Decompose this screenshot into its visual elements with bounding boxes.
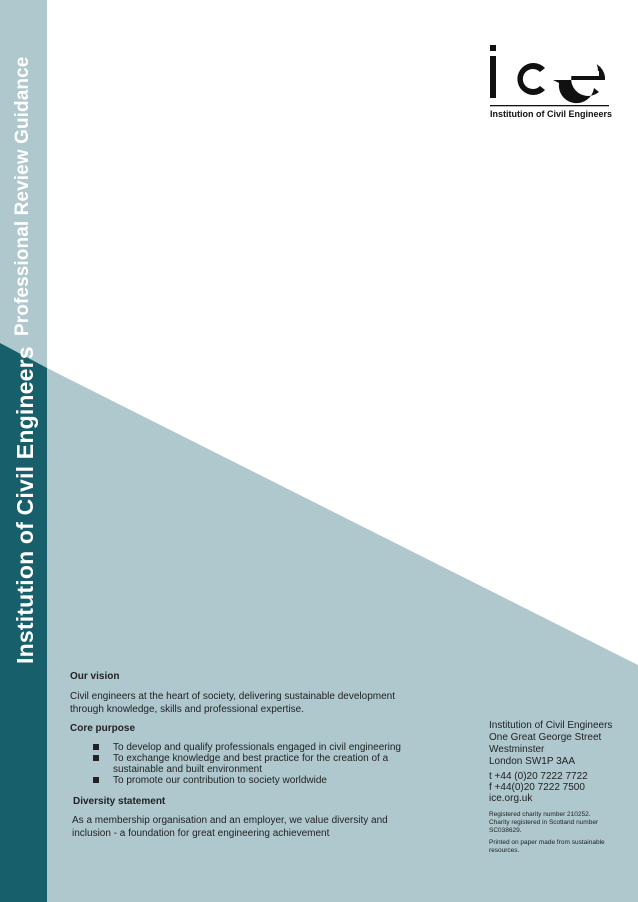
postal-address (489, 720, 612, 768)
side-title-professional-review: Professional Review Guidance (12, 56, 33, 336)
diversity-heading: Diversity statement (73, 796, 166, 807)
list-item: To develop and qualify professionals engaged in civil engineering (92, 742, 412, 753)
address-line: London SW1P 3AA (489, 756, 575, 767)
logo-subtitle: Institution of Civil Engineers (490, 109, 613, 119)
square-bullet-icon (93, 755, 99, 761)
list-item: To exchange knowledge and best practice for the creation of a sustainable and built environment (92, 753, 412, 775)
core-purpose-list (92, 742, 412, 786)
square-bullet-icon (93, 777, 99, 783)
website-link[interactable]: ice.org.uk (489, 793, 533, 804)
contact-details (489, 771, 588, 804)
phone-number: t +44 (0)20 7222 7722 (489, 771, 588, 782)
vision-text: Civil engineers at the heart of society, delivering sustainable development through knowledge, skills and professional expertise. (70, 691, 395, 715)
address-line: One Great George Street (489, 732, 602, 743)
fax-number: f +44(0)20 7222 7500 (489, 782, 585, 793)
list-item: To promote our contribution to society worldwide (92, 775, 412, 786)
charity-notice: Registered charity number 210252. Charity registered in Scotland number SC038629. (489, 811, 599, 834)
address-line: Westminster (489, 744, 545, 755)
paper-notice: Printed on paper made from sustainable resources. (489, 839, 605, 854)
square-bullet-icon (93, 744, 99, 750)
address-line: Institution of Civil Engineers (489, 720, 613, 731)
vision-heading: Our vision (70, 671, 120, 682)
core-purpose-heading: Core purpose (70, 723, 136, 734)
diversity-text: As a membership organisation and an employer, we value diversity and inclusion - a foundation for great engineering achievement (72, 815, 388, 839)
side-title-institution: Institution of Civil Engineers (12, 346, 38, 664)
